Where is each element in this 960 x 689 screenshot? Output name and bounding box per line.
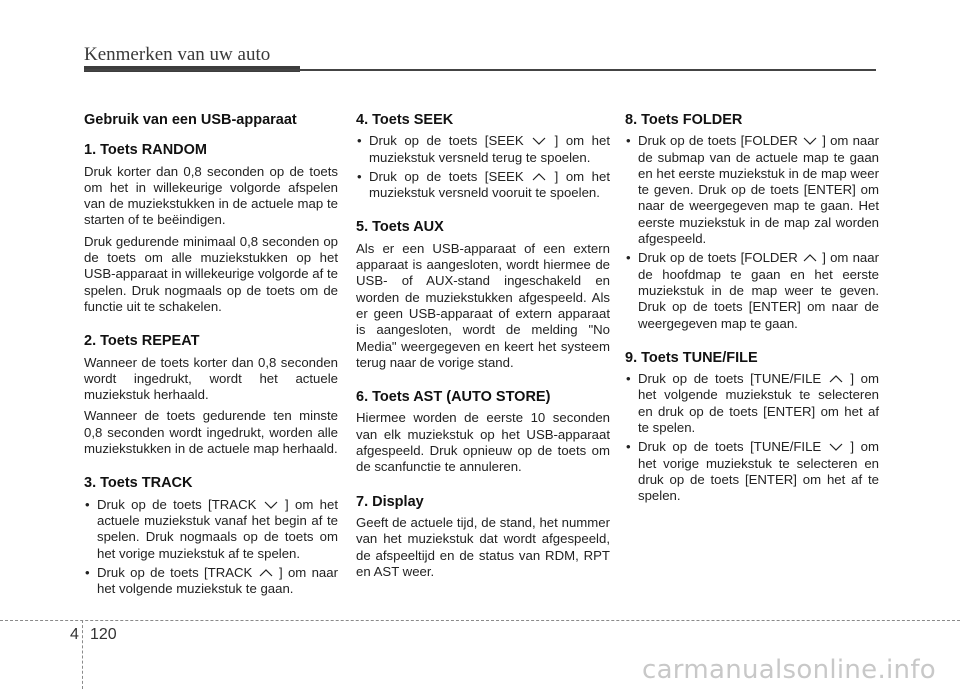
chevron-down-icon	[803, 136, 817, 146]
track-list	[84, 497, 338, 598]
display-heading: 7. Display	[356, 493, 424, 510]
list-item: • Druk op de toets [TRACK ] om het actuele muziekstuk vanaf het begin af te spelen. Druk nogmaals op de toets om het vorige muziekstuk af te spelen.	[84, 497, 338, 562]
chevron-up-icon	[532, 172, 546, 182]
repeat-text-2: Wanneer de toets gedurende ten minste 0,8 seconden wordt ingedrukt, worden alle muziekstukken in de actuele map herhaald.	[84, 408, 338, 457]
list-item: • Druk op de toets [FOLDER ] om naar de submap van de actuele map te gaan en het eerste muziekstuk in de map weer te geven. Druk op de toets [ENTER] om naar de weergegeven map te gaan. Het eerste muziekstuk in de map zal worden afgespeeld.	[625, 133, 879, 247]
list-item: • Druk op de toets [SEEK ] om het muziekstuk versneld vooruit te spoelen.	[356, 169, 610, 202]
random-text-2: Druk gedurende minimaal 0,8 seconden op de toets om alle muziekstukken op het USB-apparaat in willekeurige volgorde af te spelen. Druk nogmaals op de toets om de functie uit te schakelen.	[84, 233, 338, 314]
chevron-down-icon	[829, 442, 843, 452]
folder-heading: 8. Toets FOLDER	[625, 112, 743, 128]
random-text-1: Druk korter dan 0,8 seconden op de toets om het in willekeurige volgorde afspelen van de muziekstukken in de actuele map te starten of te beëindigen.	[84, 163, 338, 228]
watermark: carmanualsonline.info	[641, 655, 936, 685]
chapter-number: 4	[70, 626, 79, 643]
page-header-title: Kenmerken van uw auto	[84, 44, 271, 65]
chevron-up-icon	[829, 374, 843, 384]
column-1	[84, 108, 338, 602]
footer-divider	[0, 620, 960, 621]
repeat-heading: 2. Toets REPEAT	[84, 333, 200, 350]
page-number: 120	[90, 626, 117, 643]
folder-list	[625, 133, 879, 332]
chevron-down-icon	[532, 136, 546, 146]
tune-file-heading: 9. Toets TUNE/FILE	[625, 349, 758, 366]
tune-file-list	[625, 371, 879, 504]
list-item: • Druk op de toets [SEEK ] om het muziekstuk versneld terug te spoelen.	[356, 133, 610, 166]
ast-text: Hiermee worden de eerste 10 seconden van elk muziekstuk op het USB-apparaat afgespeeld. Druk opnieuw op de toets om de scanfunctie te annuleren.	[356, 410, 610, 475]
chevron-down-icon	[264, 500, 278, 510]
list-item: • Druk op de toets [TRACK ] om naar het volgende muziekstuk te gaan.	[84, 565, 338, 598]
seek-list	[356, 133, 610, 201]
usb-section-heading: Gebruik van een USB-apparaat	[84, 112, 297, 128]
list-item: • Druk op de toets [TUNE/FILE ] om het vorige muziekstuk te selecteren en druk op de toets [ENTER] om het af te spelen.	[625, 439, 879, 504]
aux-text: Als er een USB-apparaat of een extern apparaat is aangesloten, wordt hiermee de USB- of AUX-stand ingeschakeld en worden de muziekstukken afgespeeld. Als er geen USB-apparaat of extern apparaat is aangesloten, wordt de melding "No Media" weergegeven en keert het systeem terug naar de vorige stand.	[356, 240, 610, 370]
column-3	[625, 108, 879, 510]
chevron-up-icon	[803, 253, 817, 263]
repeat-text-1: Wanneer de toets korter dan 0,8 seconden wordt ingedrukt, wordt het actuele muziekstuk herhaald.	[84, 354, 338, 403]
aux-heading: 5. Toets AUX	[356, 219, 444, 236]
display-text: Geeft de actuele tijd, de stand, het nummer van het muziekstuk dat wordt afgespeeld, de afspeeltijd en de status van RDM, RPT en AST weer.	[356, 514, 610, 579]
track-heading: 3. Toets TRACK	[84, 475, 193, 492]
chevron-up-icon	[259, 568, 273, 578]
list-item: • Druk op de toets [FOLDER ] om naar de hoofdmap te gaan en het eerste muziekstuk in de map weer te geven. Druk op de toets [ENTER] om naar de weergegeven map te gaan.	[625, 250, 879, 331]
list-item: • Druk op de toets [TUNE/FILE ] om het volgende muziekstuk te selecteren en druk op de toets [ENTER] om het af te spelen.	[625, 371, 879, 436]
random-heading: 1. Toets RANDOM	[84, 142, 207, 159]
header-rule	[84, 69, 876, 71]
footer-vertical-divider	[82, 620, 83, 689]
column-2	[356, 108, 610, 585]
ast-heading: 6. Toets AST (AUTO STORE)	[356, 389, 551, 406]
seek-heading: 4. Toets SEEK	[356, 112, 454, 128]
